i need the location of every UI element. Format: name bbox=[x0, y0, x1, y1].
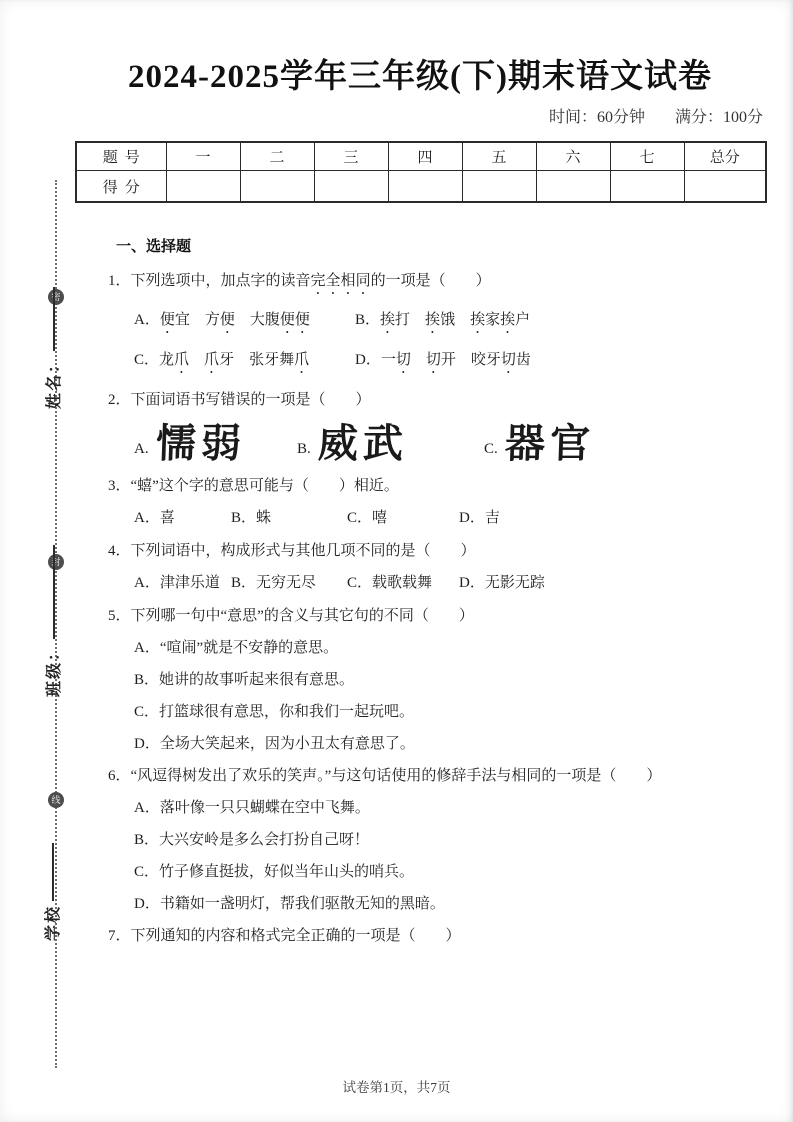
seal-badge-feng: 封 bbox=[48, 554, 64, 570]
option-d: D．书籍如一盏明灯，帮我们驱散无知的黑暗。 bbox=[134, 896, 445, 912]
option-a: A．“喧闹”就是不安静的意思。 bbox=[134, 640, 339, 656]
option-a: A．落叶像一只只蝴蝶在空中飞舞。 bbox=[134, 800, 370, 816]
score-column-6: 六 bbox=[536, 142, 610, 171]
score-column-3: 三 bbox=[314, 142, 388, 171]
option-label: B. bbox=[297, 441, 311, 457]
question-stem: 3．“蟢”这个字的意思可能与（ ）相近。 bbox=[108, 478, 399, 494]
score-table-score-row bbox=[76, 171, 766, 203]
score-column-1: 一 bbox=[166, 142, 240, 171]
question-options-row bbox=[134, 350, 765, 377]
question-options-row bbox=[134, 573, 765, 593]
page-title: 2024-2025学年三年级(下)期末语文试卷 bbox=[128, 59, 712, 95]
score-input-cell bbox=[462, 171, 536, 203]
option-d: D．吉 bbox=[459, 510, 500, 526]
question-1 bbox=[108, 271, 765, 377]
score-table bbox=[75, 141, 767, 203]
score-column-5: 五 bbox=[462, 142, 536, 171]
section-heading: 一、选择题 bbox=[116, 238, 192, 255]
question-stem: 5．下列哪一句中“意思”的含义与其它句的不同（ ） bbox=[108, 608, 474, 624]
option-a: A．喜 bbox=[134, 510, 175, 526]
score-input-cell bbox=[166, 171, 240, 203]
option-label: A. bbox=[134, 441, 149, 457]
option-c: C．打篮球很有意思，你和我们一起玩吧。 bbox=[134, 704, 415, 720]
score-input-cell bbox=[684, 171, 766, 203]
exam-time: 时间：60分钟 bbox=[548, 109, 645, 126]
question-2 bbox=[108, 390, 765, 466]
question-stem: 6．“风逗得树发出了欢乐的笑声。”与这句话使用的修辞手法与相同的一项是（ ） bbox=[108, 768, 662, 784]
question-stem: 1．下列选项中，加点字的读音完全相同的一项是（ ） bbox=[108, 273, 491, 289]
student-class-blank-line bbox=[53, 545, 55, 639]
score-column-total: 总分 bbox=[684, 142, 766, 171]
question-3 bbox=[108, 476, 765, 528]
question-5 bbox=[108, 606, 765, 754]
student-school-field bbox=[40, 843, 63, 941]
question-4 bbox=[108, 541, 765, 593]
option-d: D．无影无踪 bbox=[459, 575, 545, 591]
score-input-cell bbox=[314, 171, 388, 203]
option-label: C. bbox=[484, 441, 498, 457]
score-column-2: 二 bbox=[240, 142, 314, 171]
question-7 bbox=[108, 926, 765, 946]
option-a: A．便宜 方便 大腹便便 bbox=[134, 312, 310, 328]
option-c bbox=[484, 422, 595, 466]
student-school-label: 学校 bbox=[45, 905, 62, 942]
question-options-row bbox=[134, 508, 765, 528]
exam-main-column bbox=[75, 55, 765, 958]
student-name-field bbox=[41, 287, 64, 409]
option-a: A．津津乐道 bbox=[134, 575, 220, 591]
score-column-7: 七 bbox=[610, 142, 684, 171]
student-name-blank-line bbox=[53, 287, 55, 351]
option-b: B．蛛 bbox=[231, 510, 272, 526]
student-class-field bbox=[41, 545, 64, 697]
exam-meta bbox=[75, 107, 763, 129]
exam-full-score: 满分：100分 bbox=[674, 109, 763, 126]
option-b: B．无穷无尽 bbox=[231, 575, 317, 591]
option-a bbox=[134, 422, 297, 466]
seal-badge-mi: 密 bbox=[48, 289, 64, 305]
student-school-blank-line bbox=[52, 843, 54, 901]
option-b: B．挨打 挨饿 挨家挨户 bbox=[355, 312, 531, 328]
score-label-cell: 得分 bbox=[76, 171, 166, 203]
question-stem: 2．下面词语书写错误的一项是（ ） bbox=[108, 392, 371, 408]
handwritten-word: 威武 bbox=[316, 421, 409, 467]
option-d: D．一切 切开 咬牙切齿 bbox=[355, 352, 531, 368]
question-options-row bbox=[134, 310, 765, 337]
score-input-cell bbox=[240, 171, 314, 203]
score-input-cell bbox=[610, 171, 684, 203]
question-number-label-cell: 题号 bbox=[76, 142, 166, 171]
question-6 bbox=[108, 766, 765, 914]
page-footer: 试卷第1页，共7页 bbox=[342, 1080, 451, 1095]
option-c: C．载歌载舞 bbox=[347, 575, 433, 591]
seal-badge-xian: 线 bbox=[48, 792, 64, 808]
option-b: B．她讲的故事听起来很有意思。 bbox=[134, 672, 355, 688]
question-section bbox=[75, 237, 765, 946]
student-name-label: 姓名： bbox=[46, 355, 63, 410]
option-b: B．大兴安岭是多么会打扮自己呀！ bbox=[134, 832, 370, 848]
student-class-label: 班级： bbox=[46, 643, 63, 698]
score-table-header-row bbox=[76, 142, 766, 171]
option-d: D．全场大笑起来，因为小丑太有意思了。 bbox=[134, 736, 415, 752]
question-stem: 4．下列词语中，构成形式与其他几项不同的是（ ） bbox=[108, 543, 476, 559]
option-c: C．嘻 bbox=[347, 510, 388, 526]
option-b bbox=[297, 422, 484, 466]
option-c: C．竹子修直挺拔，好似当年山头的哨兵。 bbox=[134, 864, 415, 880]
score-input-cell bbox=[536, 171, 610, 203]
score-input-cell bbox=[388, 171, 462, 203]
handwritten-options-row bbox=[134, 422, 765, 466]
handwritten-word: 器官 bbox=[503, 421, 596, 467]
handwritten-word: 懦弱 bbox=[154, 421, 247, 467]
question-stem: 7．下列通知的内容和格式完全正确的一项是（ ） bbox=[108, 928, 461, 944]
score-column-4: 四 bbox=[388, 142, 462, 171]
option-c: C．龙爪 爪牙 张牙舞爪 bbox=[134, 352, 310, 368]
